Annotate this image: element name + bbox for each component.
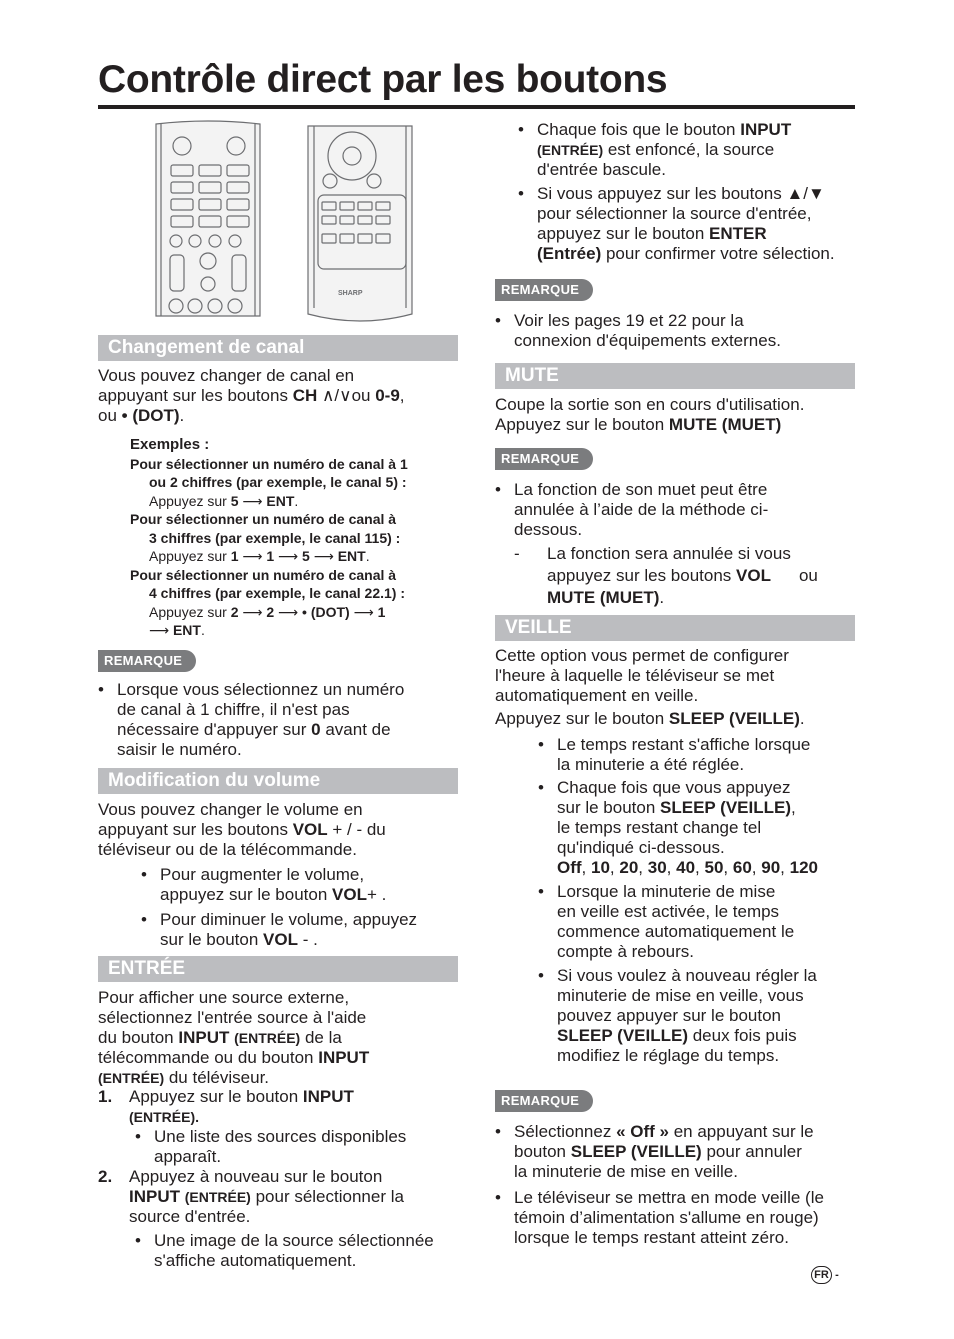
language-badge: FR	[811, 1266, 832, 1284]
input-bullets: • Chaque fois que le bouton INPUT (ENTRÉE) est enfoncé, la source d'entrée bascule. • Si vous appuyez sur les boutons ▲/▼ pour sélectionner la source d'entrée, appuyez sur le bouton ENTER (Entrée) pour confirmer votre sélection.	[518, 120, 878, 264]
channel-examples: Exemples : Pour sélectionner un numéro de canal à 1 ou 2 chiffres (par exemple, le canal 5) : Appuyez sur 5 ⟶ ENT. Pour sélectionner un numéro de canal à 3 chiffres (par exemple, le canal 115) : Appuyez sur 1 ⟶ 1 ⟶ 5 ⟶ ENT. Pour sélectionner un numéro de canal à 4 chiffres (par exemple, le canal 22.1) : Appuyez sur 2 ⟶ 2 ⟶ • (DOT) ⟶ 1 ⟶ ENT.	[130, 436, 408, 638]
input-steps: 1. Appuyez sur le bouton INPUT (ENTRÉE). • Une liste des sources disponibles apparaît. 2. Appuyez à nouveau sur le bouton INPUT (ENTRÉE) pour sélectionner la source d'entrée. • Une image de la source sélectionnée s'affiche automatiquement.	[98, 1087, 470, 1271]
section-heading-input: ENTRÉE	[98, 956, 458, 982]
mute-note: • La fonction de son muet peut être annulée à l’aide de la méthode ci- dessous. - La fonction sera annulée si vous appuyez sur les boutons VOL ou MUTE (MUET).	[495, 480, 860, 608]
sleep-bullets: • Le temps restant s'affiche lorsque la minuterie a été réglée. • Chaque fois que vous appuyez sur le bouton SLEEP (VEILLE), le temps restant change tel qu'indiqué ci-dessous. Off, 10, 20, 30, 40, 50, 60, 90, 120 • Lorsque la minuterie de mise en veille est activée, le temps commence automatiquement le compte à rebours. • Si vous voulez à nouveau régler la minuterie de mise en veille, vous pouvez appuyer sur le bouton SLEEP (VEILLE) deux fois puis modifiez le réglage du temps.	[538, 735, 868, 1066]
volume-intro: Vous pouvez changer le volume en appuyant sur les boutons VOL + / - du téléviseur ou de la télécommande.	[98, 800, 386, 859]
page-footer: FR -	[811, 1266, 839, 1284]
mute-intro: Coupe la sortie son en cours d'utilisation. Appuyez sur le bouton MUTE (MUET)	[495, 395, 805, 434]
volume-bullets: • Pour augmenter le volume, appuyez sur le bouton VOL+ . • Pour diminuer le volume, appuyez sur le bouton VOL - .	[141, 865, 461, 950]
remote-control-bottom-icon	[308, 126, 412, 321]
input-intro: Pour afficher une source externe, sélectionnez l'entrée source à l'aide du bouton INPUT (ENTRÉE) de la télécommande ou du bouton INPUT (ENTRÉE) du téléviseur.	[98, 988, 370, 1087]
remarque-badge: REMARQUE	[98, 650, 196, 672]
remarque-badge: REMARQUE	[495, 448, 593, 470]
remote-illustration	[150, 118, 415, 328]
input-note: • Voir les pages 19 et 22 pour la connexion d'équipements externes.	[495, 311, 855, 351]
remarque-badge: REMARQUE	[495, 279, 593, 301]
title-divider	[98, 105, 855, 109]
remote-brand: SHARP	[338, 290, 363, 297]
sleep-intro: Cette option vous permet de configurer l'heure à laquelle le téléviseur se met automatiquement en veille. Appuyez sur le bouton SLEEP (VEILLE).	[495, 646, 805, 728]
section-heading-sleep: VEILLE	[495, 615, 855, 641]
section-heading-mute: MUTE	[495, 363, 855, 389]
section-heading-volume: Modification du volume	[98, 768, 458, 794]
channel-intro: Vous pouvez changer de canal en appuyant sur les boutons CH ∧/∨ou 0-9, ou • (DOT).	[98, 366, 405, 425]
sleep-values: Off, 10, 20, 30, 40, 50, 60, 90, 120	[557, 858, 818, 877]
remarque-badge: REMARQUE	[495, 1090, 593, 1112]
page-title: Contrôle direct par les boutons	[98, 58, 668, 101]
remote-control-icon	[156, 121, 260, 316]
section-heading-channel: Changement de canal	[98, 335, 458, 361]
channel-note: • Lorsque vous sélectionnez un numéro de canal à 1 chiffre, il n'est pas nécessaire d'appuyer sur 0 avant de saisir le numéro.	[98, 680, 458, 760]
sleep-notes: • Sélectionnez « Off » en appuyant sur le bouton SLEEP (VEILLE) pour annuler la minuterie de mise en veille. • Le téléviseur se mettra en mode veille (le témoin d’alimentation s'allume en rouge) lorsque le temps restant atteint zéro.	[495, 1122, 865, 1248]
